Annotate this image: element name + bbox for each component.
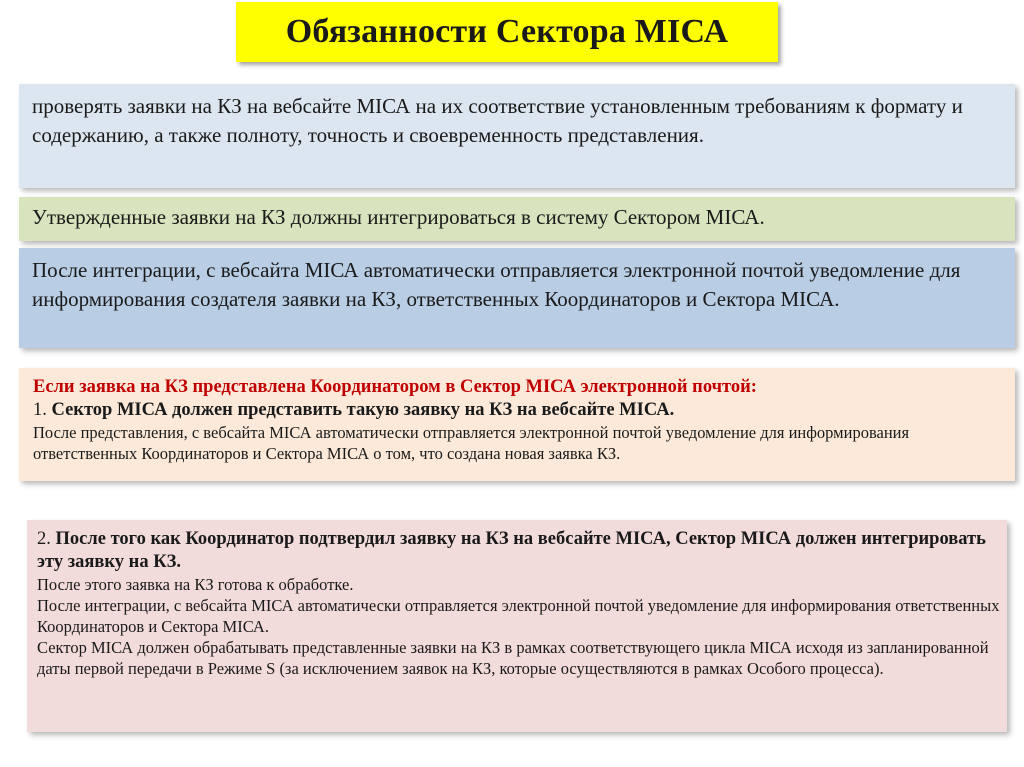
- duty-box-verify: [19, 84, 1015, 188]
- duty-integrate-text: Утвержденные заявки на КЗ должны интегрироваться в систему Сектором МІСА.: [32, 205, 765, 229]
- coordinator-confirm-box: [27, 520, 1007, 732]
- step-two-line-ready: После этого заявка на КЗ готова к обработке.: [37, 575, 354, 594]
- duty-verify-text: проверять заявки на КЗ на вебсайте МІСА на их соответствие установленным требованиям к формату и содержанию, а также полноту, точность и своевременность представления.: [32, 94, 963, 147]
- duty-notify-text: После интеграции, с вебсайта МІСА автоматически отправляется электронной почтой уведомление для информирования создателя заявки на КЗ, ответственных Координаторов и Сектора МІСА.: [32, 258, 961, 311]
- email-request-box: [19, 368, 1015, 481]
- page-title: Обязанности Сектора МІСА: [285, 13, 729, 50]
- email-request-heading: Если заявка на КЗ представлена Координатором в Сектор МІСА электронной почтой:: [33, 377, 757, 397]
- duty-box-integrate: [19, 197, 1015, 241]
- duty-box-notify: [19, 248, 1015, 348]
- step-two: [37, 528, 1007, 574]
- step-two-line-notify: После интеграции, с вебсайта МІСА автоматически отправляется электронной почтой уведомление для информирования ответственных Координаторов и Сектора МІСА.: [37, 596, 1000, 636]
- step-one-text: Сектор МІСА должен представить такую заявку на КЗ на вебсайте МІСА.: [51, 400, 675, 420]
- step-two-number: 2.: [37, 529, 51, 549]
- step-one-number: 1.: [33, 400, 47, 420]
- step-two-text: После того как Координатор подтвердил заявку на КЗ на вебсайте МІСА, Сектор МІСА должен интегрировать эту заявку на КЗ.: [37, 529, 986, 572]
- step-two-line-process: Сектор МІСА должен обрабатывать представленные заявки на КЗ в рамках соответствующего цикла МІСА исходя из запланированной даты первой передачи в Режиме S (за исключением заявок на КЗ, которые осуществляются в рамках Особого процесса).: [37, 638, 989, 678]
- step-one-note: После представления, с вебсайта МІСА автоматически отправляется электронной почтой уведомление для информирования ответственных Координаторов и Сектора МІСА о том, что создана новая заявка КЗ.: [33, 423, 910, 463]
- title-banner: [236, 2, 778, 62]
- step-one: [33, 399, 1015, 422]
